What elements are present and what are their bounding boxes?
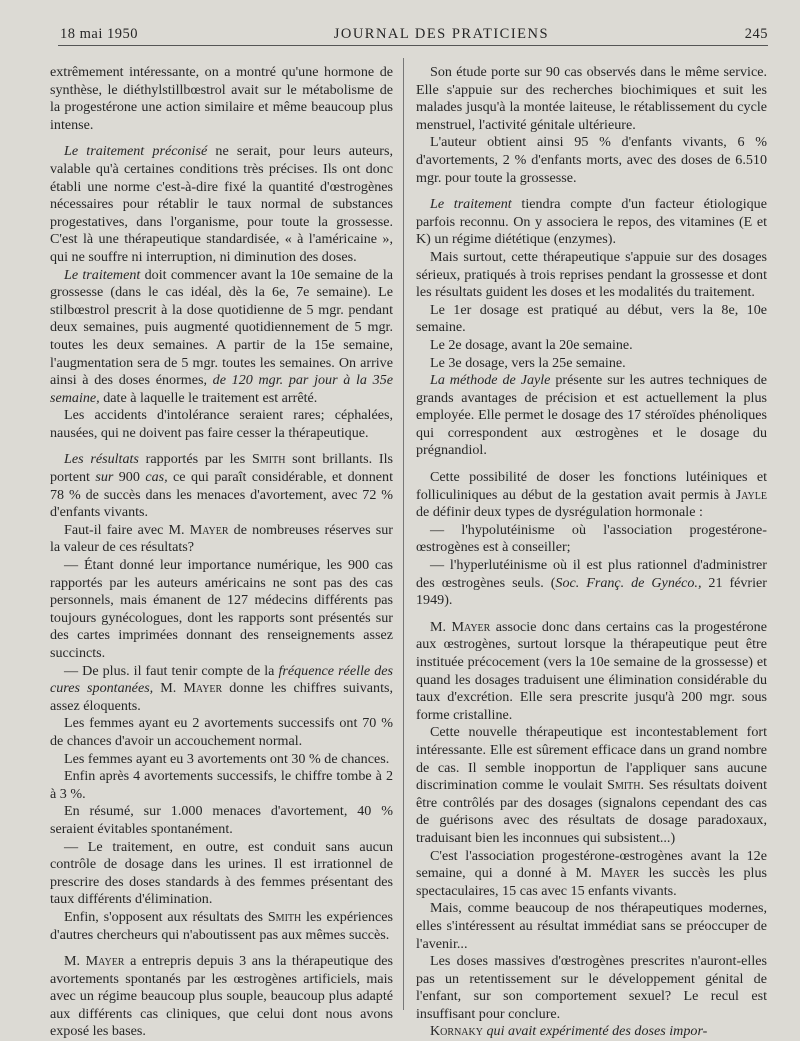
page-number: 245 (744, 25, 768, 42)
paragraph: En résumé, sur 1.000 menaces d'avortement, 40 % seraient évitables spontanément. (50, 803, 393, 837)
paragraph: extrêmement intéressante, on a montré qu'une hormone de synthèse, le diéthylstillbœstrol avait sur le métabolisme de la progestérone une action similaire et même beaucoup plus intense. (50, 64, 393, 133)
paragraph: Les doses massives d'œstrogènes prescrites n'auront-elles pas un retentissement sur le développement génital de l'enfant, sur son comportement sexuel? Le recul est insuffisant pour conclure. (416, 953, 767, 1022)
issue-date: 18 mai 1950 (60, 25, 138, 42)
paragraph: Son étude porte sur 90 cas observés dans le même service. Elle s'appuie sur des recherches biochimiques et suit les malades jusqu'à la montée laiteuse, le rétablissement du cycle menstruel, l'activité génitale ultérieure. (416, 64, 767, 133)
running-header (60, 22, 768, 46)
section-label: Le traitement préconisé (64, 143, 208, 160)
section-label: Le traitement (64, 266, 141, 283)
paragraph: Faut-il faire avec M. Mayer de nombreuses réserves sur la valeur de ces résultats? (50, 521, 393, 556)
paragraph: — Le traitement, en outre, est conduit sans aucun contrôle de dosage dans les urines. Il est irrationnel de prescrire des doses standards à des femmes présentant des taux différents d'élimination. (50, 838, 393, 908)
right-column (416, 64, 768, 1040)
section-label: La méthode de Jayle (430, 372, 551, 389)
paragraph: Les résultats rapportés par les Smith sont brillants. Ils portent sur 900 cas, ce qui paraît considérable, et donnent 78 % de succès dans les menaces d'avortement, avec 72 % d'enfants vivants. (50, 451, 394, 521)
column-divider (403, 58, 404, 1010)
paragraph: Le 2e dosage, avant la 20e semaine. (430, 336, 633, 353)
paragraph: Enfin après 4 avortements successifs, le chiffre tombe à 2 à 3 %. (50, 768, 393, 802)
paragraph: L'auteur obtient ainsi 95 % d'enfants vivants, 6 % d'avortements, 2 % d'enfants morts, avec des doses de 6.510 mgr. pour toute la grossesse. (416, 134, 767, 186)
paragraph: — Étant donné leur importance numérique, les 900 cas rapportés par les auteurs américains ne sont pas des cas personnels, mais émanent de 127 médecins différents pas toujours gynécologues, dont les rapports sont présentés sur des cartes imprimées donnant des renseignements assez succincts. (50, 557, 393, 661)
paragraph: Les femmes ayant eu 3 avortements ont 30 % de chances. (64, 750, 390, 767)
paragraph: Les accidents d'intolérance seraient rares; céphalées, nausées, qui ne doivent pas faire cesser la thérapeutique. (50, 407, 393, 441)
left-column (50, 64, 394, 1040)
paragraph: Cette possibilité de doser les fonctions lutéiniques et folliculiniques au début de la gestation avait permis à Jayle de définir deux types de dysrégulation hormonale : (416, 469, 767, 521)
paragraph: M. Mayer a entrepris depuis 3 ans la thérapeutique des avortements spontanés par les œstrogènes artificiels, mais avec un régime beaucoup plus souple, beaucoup plus adapté aux différents cas cliniques, que celui dont nous avons exposé les bases. (50, 953, 393, 1040)
paragraph: Enfin, s'opposent aux résultats des Smith les expériences d'autres chercheurs qui n'aboutissent pas aux mêmes succès. (50, 908, 393, 943)
paragraph: Le traitement préconisé ne serait, pour leurs auteurs, valable qu'à certaines conditions très précises. Ils ont donc établi une norme c'est-à-dire fixé la quantité d'œstrogènes nécessaires pour rétablir le taux normal de substances progestatives, dans l'organisme, pour toute la grossesse. C'est là une thérapeutique standardisée, « à l'américaine », qui ne souffre ni interruption, ni diminution des doses. (50, 143, 393, 265)
paragraph: Le traitement doit commencer avant la 10e semaine de la grossesse (dans le cas idéal, dès la 6e, 7e semaine). Le stilbœstrol prescrit à la dose quotidienne de 5 mgr. pendant deux semaines, puis augmenté quotidiennement de 5 mgr. toutes les deux semaines. A partir de la 15e semaine, l'augmentation sera de 5 mgr. toutes les semaines. On arrive ainsi à des doses énormes, de 120 mgr. par jour à la 35e semaine, date à laquelle le traitement est arrêté. (50, 266, 393, 406)
header-rule (58, 45, 768, 46)
section-label: Le traitement (430, 196, 512, 213)
paragraph: Kornaky qui avait expérimenté des doses impor- (430, 1023, 708, 1040)
paragraph: Le traitement tiendra compte d'un facteur étiologique parfois reconnu. On y associera le repos, des vitamines (E et K) un régime diététique (enzymes). (416, 196, 767, 248)
paragraph: — l'hyperlutéinisme où il est plus rationnel d'administrer des œstrogènes seuls. (Soc. Franç. de Gynéco., 21 février 1949). (416, 557, 767, 609)
paragraph: — De plus. il faut tenir compte de la fréquence réelle des cures spontanées, M. Mayer donne les chiffres suivants, assez éloquents. (50, 662, 394, 714)
paragraph: M. Mayer associe donc dans certains cas la progestérone aux œstrogènes, surtout lorsque la thérapeutique peut être instituée précocement (vers la 10e semaine de la grossesse) et quand les dosages traduisent une élimination considérable du taux d'excrétion. Elle sera prescrite jusqu'à 200 mgr. sous forme cristalline. (416, 618, 767, 723)
paragraph: Les femmes ayant eu 2 avortements successifs ont 70 % de chances d'avoir un accouchement normal. (50, 715, 393, 749)
paragraph: C'est l'association progestérone-œstrogènes avant la 12e semaine, qui a donné à M. Mayer les succès les plus spectaculaires, 15 cas avec 15 enfants vivants. (416, 847, 767, 899)
section-label: Les résultats (64, 451, 139, 468)
paragraph: La méthode de Jayle présente sur les autres techniques de grands avantages de précision et est actuellement la plus employée. Elle permet le dosage des 17 stéroïdes phénoliques qui correspondent aux œstrogènes et le dosage du prégnandiol. (416, 372, 767, 459)
paragraph: — l'hypolutéinisme où l'association progestérone-œstrogènes est à conseiller; (416, 521, 767, 556)
paragraph: Le 3e dosage, vers la 25e semaine. (430, 354, 626, 371)
journal-title: JOURNAL DES PRATICIENS (333, 25, 550, 42)
paragraph: Cette nouvelle thérapeutique est incontestablement fort intéressante. Elle est sûrement efficace dans un grand nombre de cas. Il semble inopportun de l'appliquer sans aucune discrimination comme le voulait Smith. Ses résultats doivent être contrôlés par des dosages (signalons cependant des cas de guérisons avec des résultats de dosage paradoxaux, traduisant bien les inconnues qui subsistent...) (416, 724, 768, 846)
paragraph: Mais, comme beaucoup de nos thérapeutiques modernes, elles s'intéressent au résultat immédiat sans se préoccuper de l'avenir... (416, 900, 767, 952)
paragraph: Le 1er dosage est pratiqué au début, vers la 8e, 10e semaine. (416, 301, 767, 336)
paragraph: Mais surtout, cette thérapeutique s'appuie sur des dosages sérieux, pratiqués à trois reprises pendant la grossesse et dont les résultats guident les doses et les modalités du traitement. (416, 248, 767, 301)
